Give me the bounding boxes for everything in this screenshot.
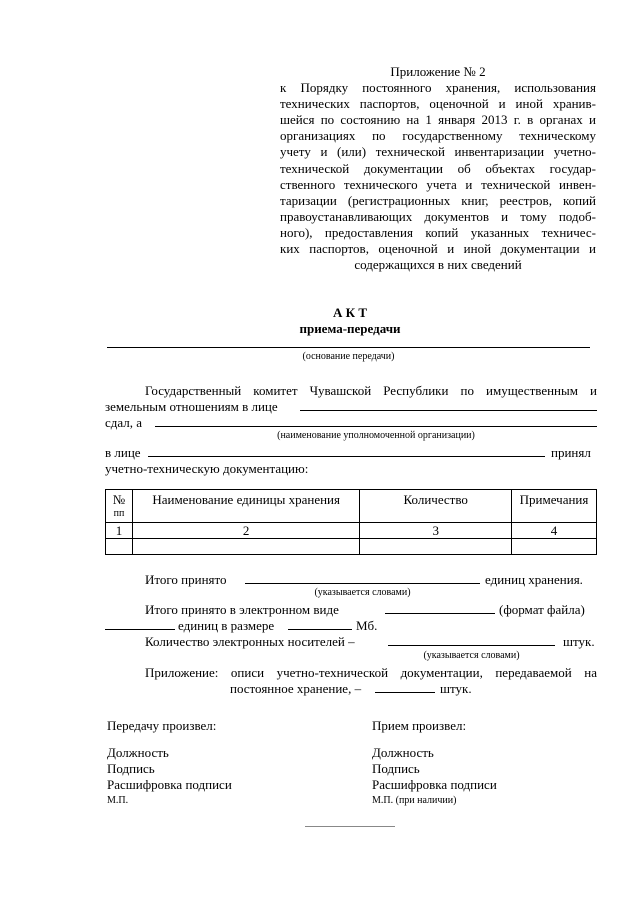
basis-caption: (основание передачи) — [302, 351, 395, 362]
sender-position: Должность — [107, 745, 169, 760]
appendix-line: шейся по состоянию на 1 января 2013 г. в органах и — [280, 112, 596, 128]
sender-signature: Подпись — [107, 761, 155, 776]
table-header-row — [106, 490, 597, 523]
attachment-line2-prefix: постоянное хранение, – — [230, 681, 362, 696]
appendix-line: к Порядку постоянного хранения, использования — [280, 80, 596, 96]
appendix-block — [280, 64, 596, 273]
act-subtitle: приема-передачи — [299, 321, 401, 336]
appendix-line: технической документации об объектах государ- — [280, 160, 596, 176]
organization-line — [155, 426, 597, 427]
total-accepted-label: Итого принято — [145, 572, 227, 587]
person-line — [148, 456, 545, 457]
organization-caption: (наименование уполномоченной организации) — [277, 430, 475, 441]
receiver-title: Прием произвел: — [372, 718, 467, 733]
file-format-label: (формат файла) — [499, 602, 585, 617]
units-label: единиц хранения. — [485, 572, 583, 587]
header-notes: Примечания — [512, 490, 597, 523]
table-cell — [360, 539, 512, 555]
total-accepted-line — [245, 583, 480, 584]
media-pieces-label: штук. — [563, 634, 595, 649]
sender-stamp: М.П. — [107, 795, 129, 806]
in-person-label: в лице — [105, 445, 141, 460]
appendix-line: учету и (или) технической инвентаризации учетно- — [280, 144, 596, 160]
appendix-line: организациях по государственному техническому — [280, 128, 596, 144]
receiver-stamp: М.П. (при наличии) — [372, 795, 457, 806]
appendix-line: таризации (регистрационных книг, реестров, копий — [280, 192, 596, 208]
table-row — [106, 523, 597, 539]
units-in-size-label: единиц в размере — [178, 618, 275, 633]
header-number-sub: пп — [113, 508, 125, 519]
sender-decoding: Расшифровка подписи — [107, 777, 232, 792]
header-number-label: № — [112, 492, 126, 507]
media-label: Количество электронных носителей – — [145, 634, 355, 649]
column-number-cell: 3 — [360, 523, 512, 539]
electronic-label: Итого принято в электронном виде — [145, 602, 339, 617]
electronic-line — [385, 613, 495, 614]
appendix-line: ственного технического учета и технической инвен- — [280, 176, 596, 192]
basis-line — [107, 347, 590, 348]
words-caption: (указывается словами) — [314, 587, 411, 598]
header-number — [106, 490, 133, 523]
documents-table — [105, 489, 597, 555]
footer-divider — [305, 826, 395, 827]
media-line — [388, 645, 555, 646]
table-cell — [512, 539, 597, 555]
receiver-decoding: Расшифровка подписи — [372, 777, 497, 792]
attachment-line2-suffix: штук. — [440, 681, 472, 696]
act-title: А К Т — [333, 305, 367, 320]
appendix-line: технических паспортов, оценочной и иной хранив- — [280, 96, 596, 112]
table-cell — [132, 539, 359, 555]
header-name: Наименование единицы хранения — [132, 490, 359, 523]
appendix-line: правоустанавливающих документов и тому подоб- — [280, 208, 596, 224]
column-number-cell: 1 — [106, 523, 133, 539]
transfer-paragraph-line2: земельным отношениям в лице — [105, 399, 278, 414]
units-count-line — [105, 629, 175, 630]
table-row — [106, 539, 597, 555]
size-line — [288, 629, 352, 630]
handed-label: сдал, а — [105, 415, 143, 430]
column-number-cell: 2 — [132, 523, 359, 539]
receiver-position: Должность — [372, 745, 434, 760]
media-caption: (указывается словами) — [423, 650, 520, 661]
appendix-line: ких паспортов, оценочной и иной документации и — [280, 241, 596, 257]
mb-label: Мб. — [356, 618, 378, 633]
appendix-title: Приложение № 2 — [390, 64, 486, 79]
attachment-count-line — [375, 692, 435, 693]
transfer-paragraph-line1: Государственный комитет Чувашской Республики по имущественным и — [145, 383, 597, 398]
representative-line — [300, 410, 597, 411]
appendix-line: ного), предоставления копий указанных техничес- — [280, 224, 596, 240]
column-number-cell: 4 — [512, 523, 597, 539]
header-quantity: Количество — [360, 490, 512, 523]
appendix-last-line: содержащихся в них сведений — [354, 257, 522, 273]
accepted-label: принял — [551, 445, 591, 460]
attachment-line1: Приложение: описи учетно-технической документации, передаваемой на — [145, 665, 597, 680]
receiver-signature: Подпись — [372, 761, 420, 776]
sender-title: Передачу произвел: — [107, 718, 217, 733]
documents-label: учетно-техническую документацию: — [105, 461, 309, 476]
table-cell — [106, 539, 133, 555]
